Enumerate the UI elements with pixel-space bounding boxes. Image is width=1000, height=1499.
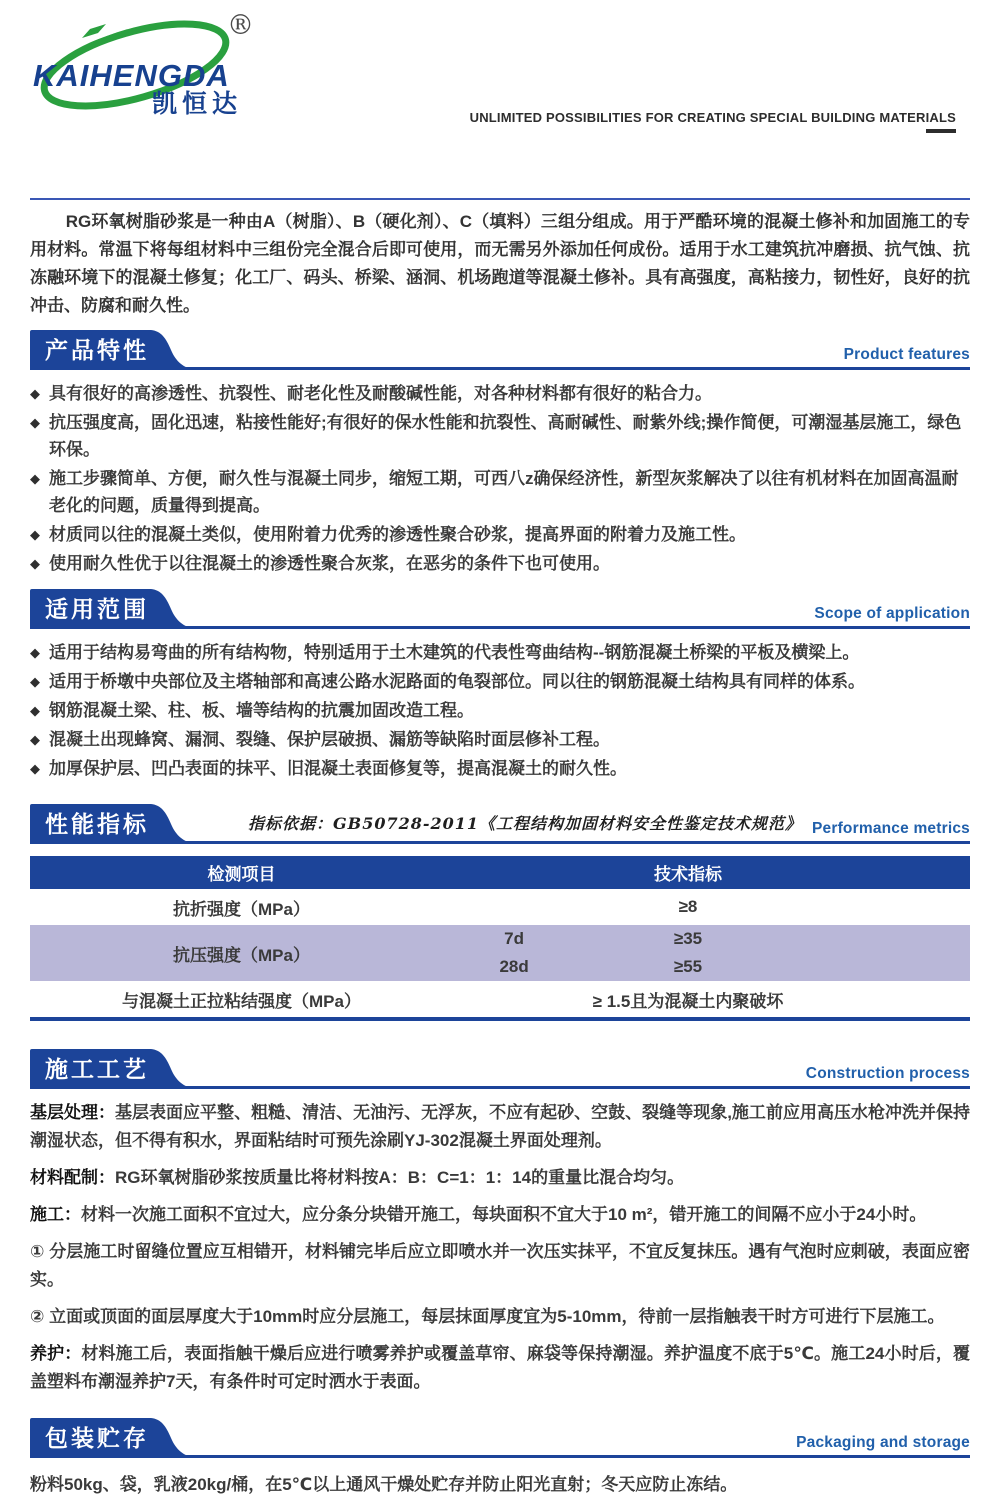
paragraph-label: 养护： [30,1344,82,1363]
diamond-bullet-icon: ◆ [30,674,40,689]
section-head-construction [30,1049,970,1089]
construction-paragraph [30,1164,970,1192]
page-header [30,0,970,200]
table-cell-item: 抗压强度（MPa） [173,945,310,965]
bullet-text: 加厚保护层、凹凸表面的抹平、旧混凝土表面修复等，提高混凝土的耐久性。 [49,759,627,778]
header-tagline-block [470,110,956,133]
diamond-bullet-icon: ◆ [30,556,40,571]
paragraph-text: 材料施工后，表面指触干燥后应进行喷雾养护或覆盖草帘、麻袋等保持潮湿。养护温度不底于5℃。施工24小时后，覆盖塑料布潮湿养护7天，有条件时可定时洒水于表面。 [30,1344,971,1391]
section-title-scope: 适用范围 [30,589,151,629]
section-head-features [30,330,970,370]
table-cell-value: ≥35 [673,929,703,948]
feature-bullet [30,380,970,407]
table-header-item: 检测项目 [207,865,276,884]
section-title-en-performance: Performance metrics [811,820,970,837]
section-title-en-packaging: Packaging and storage [796,1434,970,1451]
paragraph-label: 材料配制： [30,1168,115,1187]
section-badge [30,1418,195,1458]
registered-trademark-icon: ® [227,10,254,41]
badge-curve-icon [151,1418,195,1458]
logo-name-cn: 凯恒达 [152,90,243,118]
intro-paragraph: RG环氧树脂砂浆是一种由A（树脂）、B（硬化剂）、C（填料）三组分组成。用于严酷环境的混凝土修补和加固施工的专用材料。常温下将每组材料中三组份完全混合后即可使用，而无需另外添加任何成份。适用于水工建筑抗冲磨损、抗气蚀、抗冻融环境下的混凝土修复；化工厂、码头、桥梁、涵洞、机场跑道等混凝土修补。具有高强度，高粘接力，韧性好，良好的抗冲击、防腐和耐久性。 [30,212,970,315]
bullet-text: 施工步骤简单、方便，耐久性与混凝土同步，缩短工期，可西八z确保经济性，新型灰浆解决了以往有机材料在加固高温耐老化的问题，质量得到提高。 [49,469,959,515]
scope-bullet [30,639,970,666]
table-cell-value: ≥55 [673,957,703,976]
bullet-text: 适用于桥墩中央部位及主塔轴部和高速公路水泥路面的龟裂部位。同以往的钢筋混凝土结构具有同样的体系。 [49,672,865,691]
scope-bullet [30,726,970,753]
table-cell-ages [453,925,575,981]
diamond-bullet-icon: ◆ [30,386,40,401]
diamond-bullet-icon: ◆ [30,703,40,718]
section-title-en-features: Product features [843,346,970,363]
feature-bullet [30,409,970,463]
section-title-performance: 性能指标 [30,804,151,844]
diamond-bullet-icon: ◆ [30,527,40,542]
section-title-construction: 施工工艺 [30,1049,151,1089]
construction-paragraph [30,1238,970,1294]
table-header-row [30,856,970,889]
construction-paragraph [30,1099,970,1155]
paragraph-text: ② 立面或顶面的面层厚度大于10mm时应分层施工，每层抹面厚度宜为5-10mm，待前一层指触表干时方可进行下层施工。 [30,1307,945,1326]
bullet-text: 钢筋混凝土梁、柱、板、墙等结构的抗震加固改造工程。 [49,701,474,720]
construction-paragraph [30,1201,970,1229]
section-title-packaging: 包装贮存 [30,1418,151,1458]
badge-curve-icon [151,589,195,629]
table-header-value: 技术指标 [654,865,722,884]
paragraph-label: 基层处理： [30,1103,116,1122]
section-badge [30,1049,195,1089]
logo-name-en: KAIHENGDA [33,58,230,93]
section-head-scope [30,589,970,629]
bullet-text: 具有很好的高渗透性、抗裂性、耐老化性及耐酸碱性能，对各种材料都有很好的粘合力。 [49,384,712,403]
diamond-bullet-icon: ◆ [30,471,40,486]
paragraph-text: ① 分层施工时留缝位置应互相错开，材料铺完毕后应立即喷水并一次压实抹平，不宜反复抹压。遇有气泡时应刺破，表面应密实。 [30,1242,970,1289]
header-tagline: UNLIMITED POSSIBILITIES FOR CREATING SPECIAL BUILDING MATERIALS [469,110,956,125]
badge-curve-icon [151,330,195,370]
paragraph-text: 材料一次施工面积不宜过大，应分条分块错开施工，每块面积不宜大于10 m²，错开施工的间隔不应小于24小时。 [81,1205,927,1224]
construction-paragraph [30,1303,970,1331]
features-list [30,380,970,577]
section-badge [30,589,195,629]
paragraph-label: 施工： [30,1205,81,1224]
table-cell-item: 与混凝土正拉粘结强度（MPa） [122,991,361,1011]
company-logo [32,2,257,125]
section-head-packaging [30,1418,970,1458]
table-cell-item: 抗折强度（MPa） [173,899,310,919]
scope-bullet [30,668,970,695]
construction-paragraphs [30,1099,970,1396]
feature-bullet [30,521,970,548]
scope-bullet [30,755,970,782]
section-head-performance [30,804,970,844]
table-bottom-rule [30,1017,970,1021]
paragraph-text: RG环氧树脂砂浆按质量比将材料按A：B：C=1：1：14的重量比混合均匀。 [115,1168,685,1187]
logo-graphic [32,2,257,120]
table-row [30,981,970,1017]
badge-curve-icon [151,804,195,844]
construction-paragraph [30,1340,970,1396]
header-divider [30,198,970,200]
performance-table [30,856,970,1021]
bullet-text: 混凝土出现蜂窝、漏洞、裂缝、保护层破损、漏筋等缺陷时面层修补工程。 [49,730,610,749]
section-title-en-construction: Construction process [805,1065,970,1082]
table-cell-values [575,925,801,981]
section-title-en-scope: Scope of application [814,605,970,622]
feature-bullet [30,465,970,519]
packaging-text: 粉料50kg、袋，乳液20kg/桶，在5℃以上通风干燥处贮存并防止阳光直射；冬天应防止冻结。 [30,1475,738,1494]
table-cell-value: ≥8 [678,897,698,916]
bullet-text: 适用于结构易弯曲的所有结构物，特别适用于土木建筑的代表性弯曲结构--钢筋混凝土桥梁的平板及横梁上。 [49,643,860,662]
standard-reference-note: 指标依据：GB50728-2011《工程结构加固材料安全性鉴定技术规范》 [248,814,803,833]
paragraph-text: 基层表面应平整、粗糙、清洁、无油污、无浮灰，不应有起砂、空鼓、裂缝等现象,施工前应用高压水枪冲洗并保持潮湿状态，但不得有积水，界面粘结时可预先涂刷YJ-302混凝土界面处理剂。 [30,1103,970,1150]
section-badge [30,804,195,844]
feature-bullet [30,550,970,577]
badge-curve-icon [151,1049,195,1089]
scope-list [30,639,970,782]
tagline-dash [926,129,956,133]
table-cell-value: ≥ 1.5且为混凝土内聚破坏 [592,991,784,1011]
diamond-bullet-icon: ◆ [30,732,40,747]
bullet-text: 抗压强度高，固化迅速，粘接性能好;有很好的保水性能和抗裂性、高耐碱性、耐紫外线;操作简便，可潮湿基层施工，绿色环保。 [49,413,962,459]
section-title-features: 产品特性 [30,330,151,370]
table-cell-age: 7d [504,929,525,948]
table-cell-age: 28d [499,957,529,976]
bullet-text: 使用耐久性优于以往混凝土的渗透性聚合灰浆，在恶劣的条件下也可使用。 [49,554,610,573]
section-badge [30,330,195,370]
diamond-bullet-icon: ◆ [30,761,40,776]
bullet-text: 材质同以往的混凝土类似，使用附着力优秀的渗透性聚合砂浆，提高界面的附着力及施工性。 [49,525,746,544]
table-row [30,889,970,925]
table-row [30,925,970,981]
scope-bullet [30,697,970,724]
diamond-bullet-icon: ◆ [30,645,40,660]
diamond-bullet-icon: ◆ [30,415,40,430]
